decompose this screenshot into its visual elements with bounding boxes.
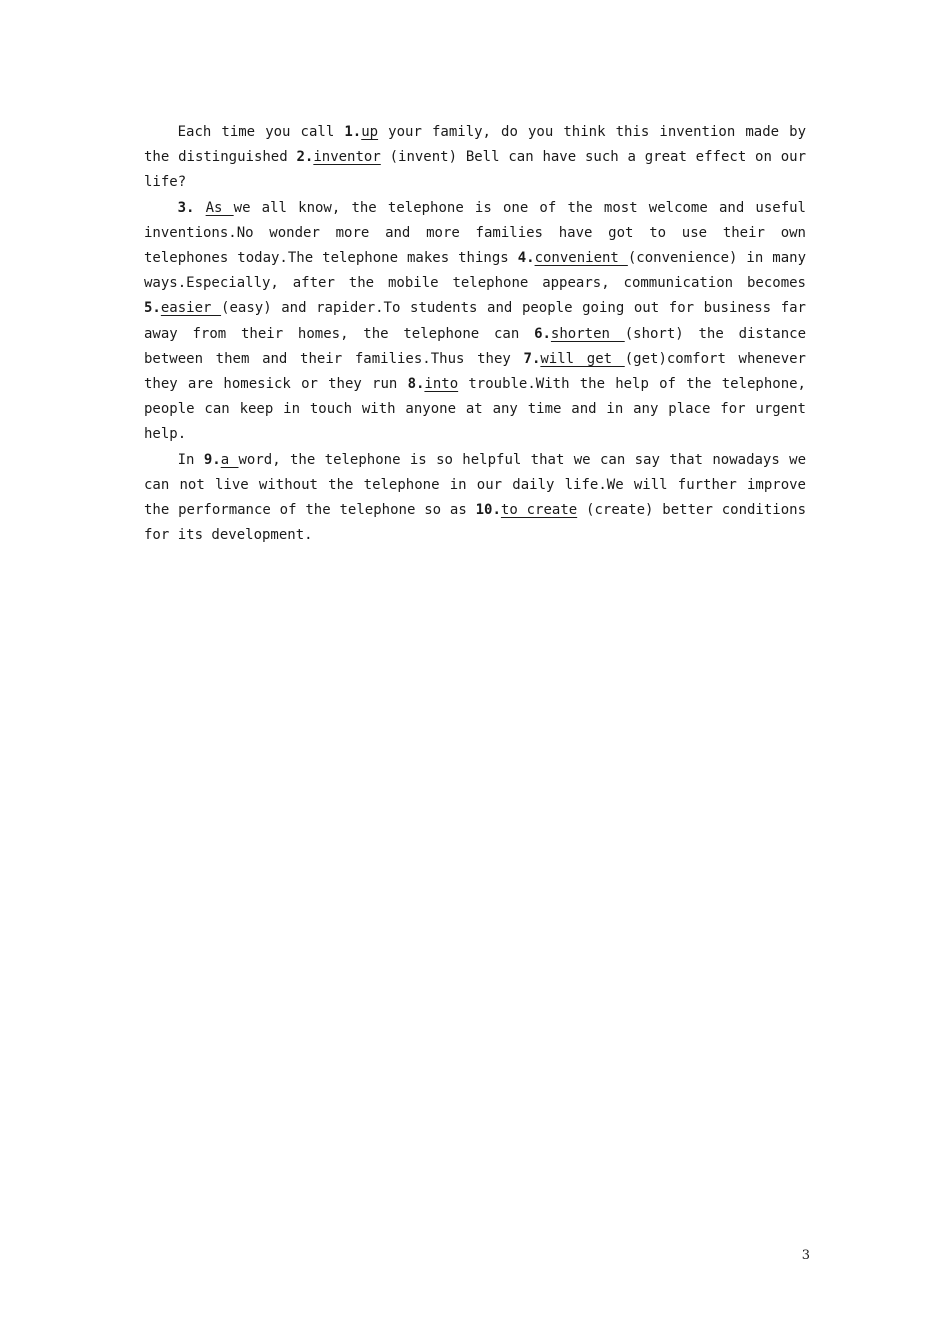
cloze-passage xyxy=(144,120,806,548)
passage-text: we all know, the telephone is one of the most welcome and useful inventions.No wonder more and more families have got to use their own telephones today.The telephone makes things xyxy=(144,199,806,267)
blank-answer: shorten xyxy=(550,325,625,342)
blank-number: 7. xyxy=(523,350,541,367)
passage-text: (easy) and rapider.To students and people going out for business far away from their homes, the telephone can xyxy=(144,300,806,342)
passage-text: trouble.With the help of the telephone, people can keep in touch with anyone at any time and in any place for urgent help. xyxy=(144,376,806,443)
passage-text: your family, do you think this invention made by the distinguished xyxy=(144,124,806,166)
passage-text: (short) the distance between them and their families.Thus they xyxy=(144,325,807,367)
blank-number: 1. xyxy=(344,124,362,140)
blank-number: 4. xyxy=(517,250,535,267)
passage-text xyxy=(194,200,205,216)
blank-number: 2. xyxy=(296,149,314,166)
passage-text: In xyxy=(177,451,204,468)
blank-number: 9. xyxy=(203,451,221,468)
blank-number: 3. xyxy=(177,199,195,216)
blank-answer: will get xyxy=(540,350,625,367)
passage-text: (invent) Bell can have such a great effect on our life? xyxy=(144,149,807,191)
blank-answer: into xyxy=(424,376,459,393)
paragraph xyxy=(144,448,806,549)
blank-answer: As xyxy=(205,199,234,216)
blank-number: 10. xyxy=(475,502,501,519)
page-number: 3 xyxy=(801,1248,810,1263)
passage-text: (get)comfort whenever they are homesick or they run xyxy=(144,350,806,393)
passage-text: (convenience) in many ways.Especially, after the mobile telephone appears, communication becomes xyxy=(144,250,806,292)
passage-text: (create) better conditions for its development. xyxy=(144,502,806,544)
blank-answer: easier xyxy=(160,300,222,317)
blank-answer: a xyxy=(220,451,239,468)
blank-number: 5. xyxy=(144,300,161,317)
blank-answer: to create xyxy=(500,502,578,519)
paragraph xyxy=(144,120,806,196)
blank-number: 6. xyxy=(534,325,551,342)
blank-answer: inventor xyxy=(313,149,381,166)
paragraph xyxy=(144,196,806,448)
blank-number: 8. xyxy=(407,376,425,393)
passage-text: Each time you call xyxy=(177,124,345,140)
blank-answer: convenient xyxy=(534,250,628,267)
blank-answer: up xyxy=(361,124,379,140)
passage-text: word, the telephone is so helpful that we can say that nowadays we can not live without the telephone in our daily life.We will further improve the performance of the telephone so as xyxy=(144,451,807,519)
